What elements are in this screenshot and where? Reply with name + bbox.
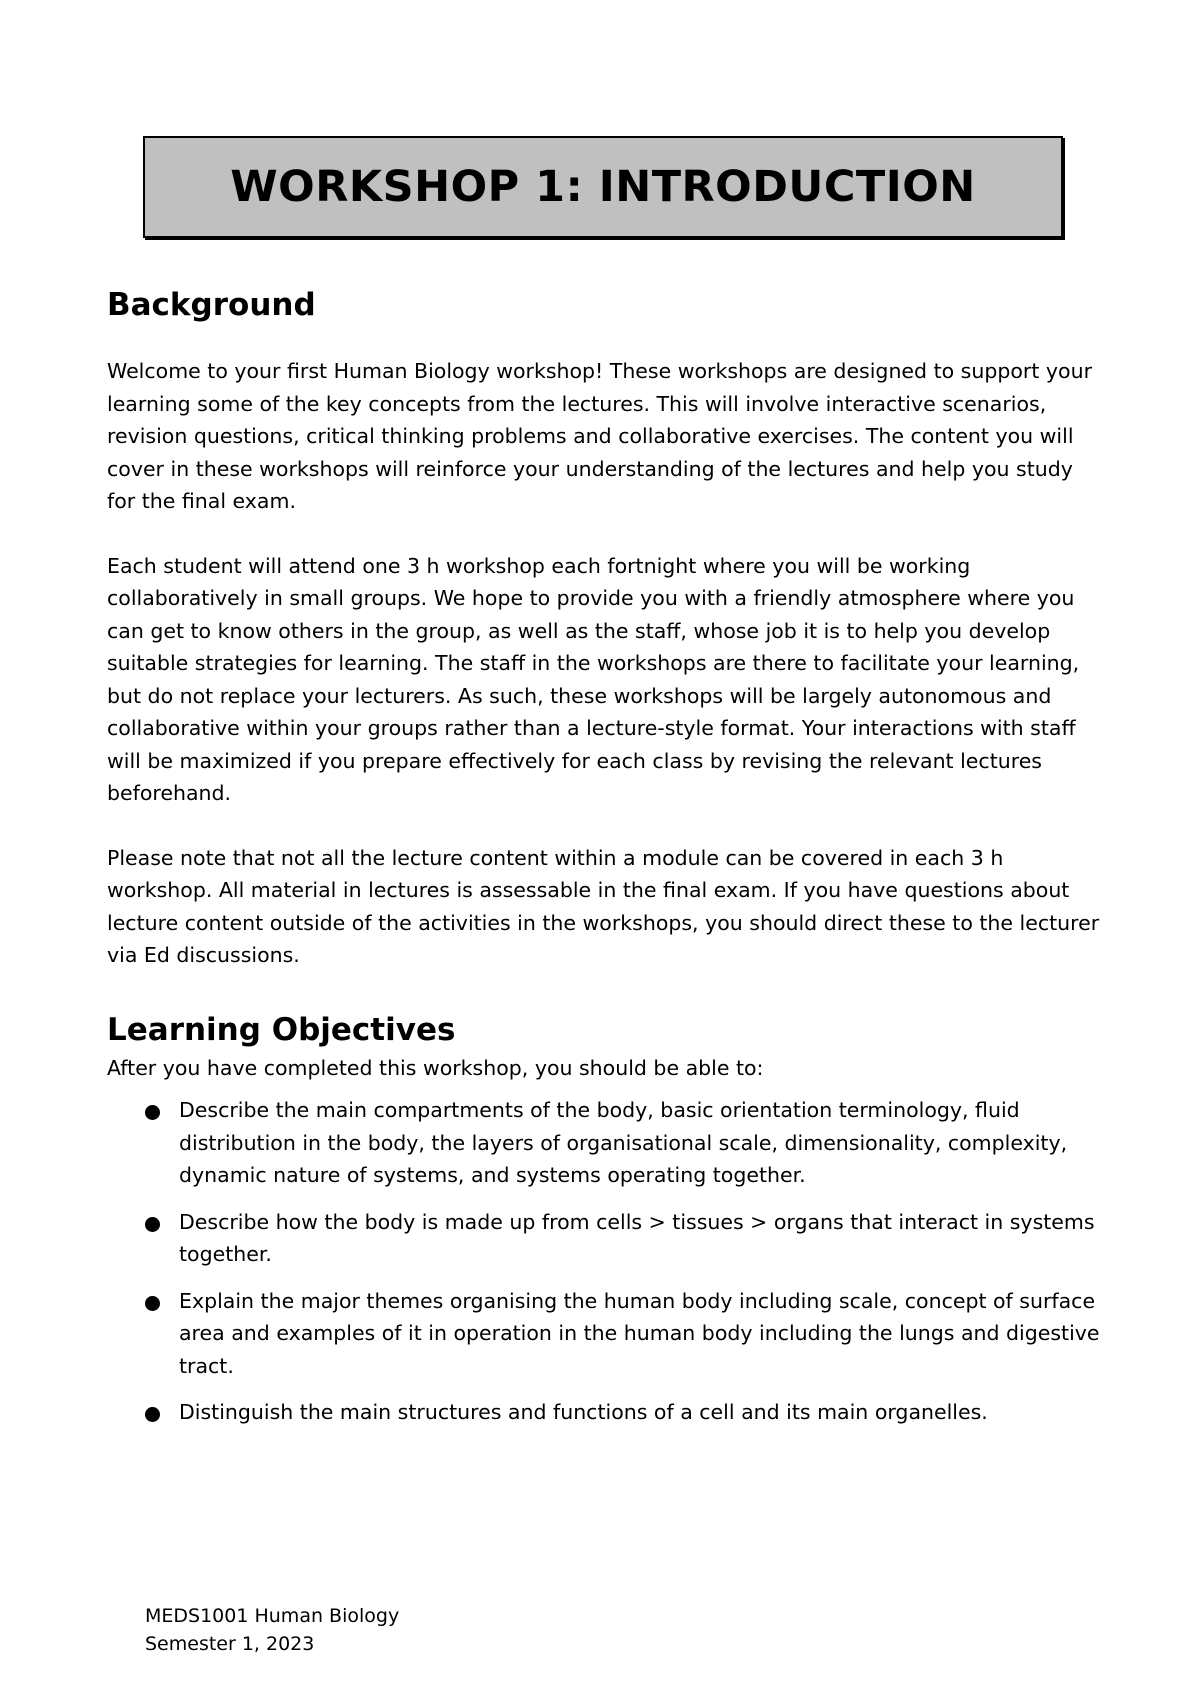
footer-course: MEDS1001 Human Biology bbox=[145, 1605, 400, 1627]
background-paragraph-3: Please note that not all the lecture content within a module can be covered in each 3 h workshop. All material in lectures is assessable in the final exam. If you have questions about lecture content outside of the activities in the workshops, you should direct these to the lecturer via Ed discussions. bbox=[107, 845, 1100, 967]
background-paragraph-1: Welcome to your first Human Biology workshop! These workshops are designed to support your learning some of the key concepts from the lectures. This will involve interactive scenarios, revision questions, critical thinking problems and collaborative exercises. The content you will cover in these workshops will reinforce your understanding of the lectures and help you study for the final exam. bbox=[107, 359, 1092, 513]
objective-item: Describe how the body is made up from cells > tissues > organs that interact in systems together. bbox=[179, 1206, 1107, 1271]
title-banner bbox=[143, 136, 1063, 238]
objectives-intro: After you have completed this workshop, you should be able to: bbox=[107, 1055, 764, 1080]
objective-item: Explain the major themes organising the human body including scale, concept of surface area and examples of it in operation in the human body including the lungs and digestive tract. bbox=[179, 1285, 1107, 1383]
page-footer bbox=[145, 1602, 399, 1658]
page-title: WORKSHOP 1: INTRODUCTION bbox=[230, 162, 976, 212]
objective-item: Describe the main compartments of the body, basic orientation terminology, fluid distribution in the body, the layers of organisational scale, dimensionality, complexity, dynamic nature of systems, and systems operating together. bbox=[179, 1094, 1107, 1192]
background-paragraph-2: Each student will attend one 3 h workshop each fortnight where you will be working collaboratively in small groups. We hope to provide you with a friendly atmosphere where you can get to know others in the group, as well as the staff, whose job it is to help you develop suitable strategies for learning. The staff in the workshops are there to facilitate your learning, but do not replace your lecturers. As such, these workshops will be largely autonomous and collaborative within your groups rather than a lecture-style format. Your interactions with staff will be maximized if you prepare effectively for each class by revising the relevant lectures beforehand. bbox=[107, 553, 1080, 805]
footer-semester: Semester 1, 2023 bbox=[145, 1633, 315, 1655]
objective-item: Distinguish the main structures and functions of a cell and its main organelles. bbox=[179, 1396, 1107, 1429]
background-heading: Background bbox=[107, 287, 316, 323]
objectives-list bbox=[107, 1094, 1107, 1429]
objectives-heading: Learning Objectives bbox=[107, 1011, 456, 1048]
main-content bbox=[107, 285, 1107, 1443]
